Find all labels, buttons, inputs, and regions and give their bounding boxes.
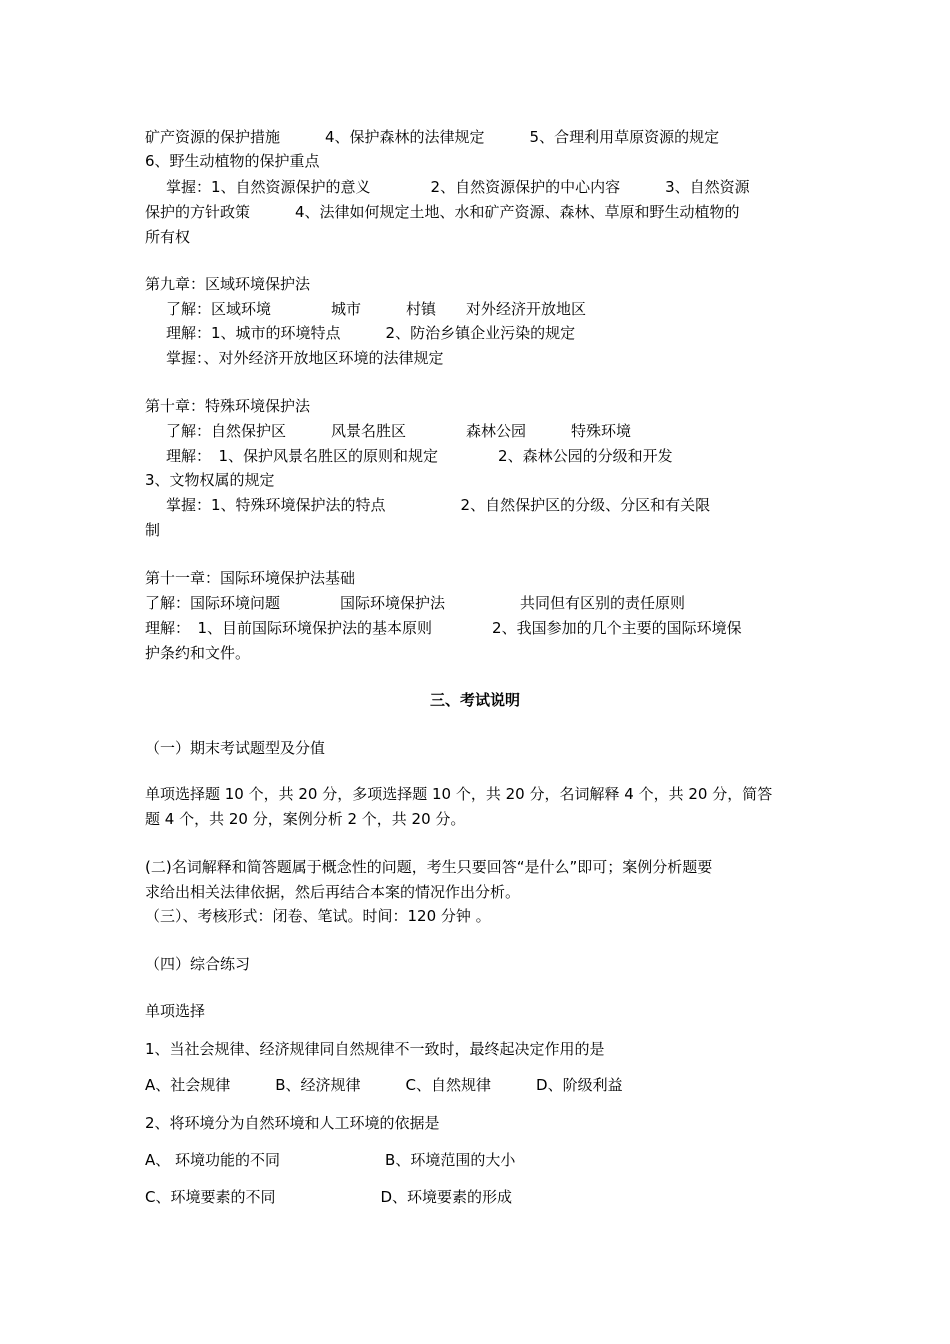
section-title: 三、考试说明 [429, 691, 520, 709]
text-line: 3、文物权属的规定 [145, 471, 275, 489]
chapter-heading: 第十一章：国际环境保护法基础 [145, 569, 356, 587]
text-line: 单项选择 [145, 1002, 206, 1020]
answer-options: C、环境要素的不同 D、环境要素的形成 [145, 1188, 513, 1206]
subsection-heading: （一）期末考试题型及分值 [145, 739, 326, 757]
text-line: 题 4 个，共 20 分，案例分析 2 个，共 20 分。 [145, 810, 466, 828]
answer-options: A、 环境功能的不同 B、环境范围的大小 [145, 1151, 516, 1169]
text-line: 单项选择题 10 个，共 20 分，多项选择题 10 个，共 20 分，名词解释 4 个，共 20 分，简答 [145, 785, 773, 803]
text-line: 理解： 1、目前国际环境保护法的基本原则 2、我国参加的几个主要的国际环境保 [145, 619, 742, 637]
text-line: 护条约和文件。 [145, 644, 251, 662]
text-line: 掌握：、对外经济开放地区环境的法律规定 [166, 349, 444, 367]
question: 1、当社会规律、经济规律同自然规律不一致时，最终起决定作用的是 [145, 1040, 605, 1058]
chapter-heading: 第九章：区域环境保护法 [145, 275, 311, 293]
text-line: 6、野生动植物的保护重点 [145, 152, 320, 170]
text-line: 所有权 [145, 228, 191, 246]
text-line: 制 [145, 521, 161, 539]
text-line: 矿产资源的保护措施 4、保护森林的法律规定 5、合理利用草原资源的规定 [145, 128, 720, 146]
text-line: (二)名词解释和简答题属于概念性的问题，考生只要回答“是什么”即可；案例分析题要 [145, 858, 713, 876]
text-line: 理解： 1、保护风景名胜区的原则和规定 2、森林公园的分级和开发 [166, 447, 673, 465]
question: 2、将环境分为自然环境和人工环境的依据是 [145, 1114, 440, 1132]
text-line: 保护的方针政策 4、法律如何规定土地、水和矿产资源、森林、草原和野生动植物的 [145, 203, 740, 221]
text-line: （三）、考核形式：闭卷、笔试。时间：120 分钟 。 [145, 907, 491, 925]
answer-options: A、社会规律 B、经济规律 C、自然规律 D、阶级利益 [145, 1076, 623, 1094]
text-line: 掌握：1、自然资源保护的意义 2、自然资源保护的中心内容 3、自然资源 [166, 178, 750, 196]
text-line: 了解：自然保护区 风景名胜区 森林公园 特殊环境 [166, 422, 632, 440]
text-line: 求给出相关法律依据，然后再结合本案的情况作出分析。 [145, 883, 521, 901]
subsection-heading: （四）综合练习 [145, 955, 251, 973]
text-line: 了解：国际环境问题 国际环境保护法 共同但有区别的责任原则 [145, 594, 686, 612]
text-line: 理解：1、城市的环境特点 2、防治乡镇企业污染的规定 [166, 324, 576, 342]
text-line: 了解：区域环境 城市 村镇 对外经济开放地区 [166, 300, 587, 318]
text-line: 掌握：1、特殊环境保护法的特点 2、自然保护区的分级、分区和有关限 [166, 496, 711, 514]
chapter-heading: 第十章：特殊环境保护法 [145, 397, 311, 415]
